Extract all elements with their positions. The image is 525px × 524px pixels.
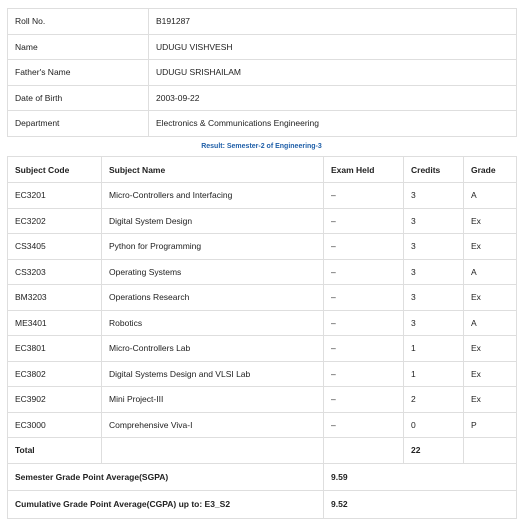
table-row — [8, 234, 517, 260]
cgpa-label: Cumulative Grade Point Average(CGPA) up to: E3_S2 — [8, 491, 324, 519]
father-name-value: UDUGU SRISHAILAM — [149, 60, 517, 86]
grade-cell: A — [464, 259, 517, 285]
exam-held-cell: – — [324, 234, 404, 260]
exam-held-cell: – — [324, 336, 404, 362]
sgpa-label: Semester Grade Point Average(SGPA) — [8, 463, 324, 491]
department-label: Department — [8, 111, 149, 137]
total-empty-grade — [464, 438, 517, 464]
table-row — [8, 310, 517, 336]
subject-code-cell: BM3203 — [8, 285, 102, 311]
cgpa-value: 9.52 — [324, 491, 517, 519]
roll-value: B191287 — [149, 9, 517, 35]
table-row — [8, 259, 517, 285]
department-value: Electronics & Communications Engineering — [149, 111, 517, 137]
grades-header-row — [8, 157, 517, 183]
subject-code-cell: CS3203 — [8, 259, 102, 285]
exam-held-cell: – — [324, 208, 404, 234]
subject-code-cell: EC3202 — [8, 208, 102, 234]
info-row-department — [8, 111, 517, 137]
subject-name-cell: Digital System Design — [102, 208, 324, 234]
table-row — [8, 183, 517, 209]
subject-name-cell: Operating Systems — [102, 259, 324, 285]
credits-cell: 1 — [404, 361, 464, 387]
table-row — [8, 208, 517, 234]
exam-held-cell: – — [324, 310, 404, 336]
table-row — [8, 412, 517, 438]
subject-code-cell: CS3405 — [8, 234, 102, 260]
header-exam-held: Exam Held — [324, 157, 404, 183]
name-label: Name — [8, 34, 149, 60]
total-empty-name — [102, 438, 324, 464]
subject-code-cell: EC3000 — [8, 412, 102, 438]
father-name-label: Father's Name — [8, 60, 149, 86]
grade-cell: Ex — [464, 285, 517, 311]
subject-name-cell: Robotics — [102, 310, 324, 336]
grade-cell: Ex — [464, 361, 517, 387]
grade-cell: A — [464, 183, 517, 209]
credits-cell: 3 — [404, 234, 464, 260]
cgpa-row — [8, 491, 517, 519]
grades-table — [7, 156, 517, 519]
exam-held-cell: – — [324, 412, 404, 438]
subject-code-cell: ME3401 — [8, 310, 102, 336]
credits-cell: 3 — [404, 183, 464, 209]
table-row — [8, 387, 517, 413]
grade-cell: P — [464, 412, 517, 438]
table-row — [8, 361, 517, 387]
credits-cell: 3 — [404, 285, 464, 311]
exam-held-cell: – — [324, 285, 404, 311]
total-label: Total — [8, 438, 102, 464]
result-title: Result: Semester-2 of Engineering-3 — [201, 143, 322, 150]
credits-cell: 2 — [404, 387, 464, 413]
subject-name-cell: Comprehensive Viva-I — [102, 412, 324, 438]
exam-held-cell: – — [324, 183, 404, 209]
subject-name-cell: Operations Research — [102, 285, 324, 311]
table-row — [8, 285, 517, 311]
header-credits: Credits — [404, 157, 464, 183]
table-row — [8, 336, 517, 362]
subject-name-cell: Micro-Controllers and Interfacing — [102, 183, 324, 209]
credits-cell: 3 — [404, 208, 464, 234]
roll-label: Roll No. — [8, 9, 149, 35]
total-empty-exam — [324, 438, 404, 464]
info-row-roll — [8, 9, 517, 35]
grade-cell: Ex — [464, 234, 517, 260]
total-row — [8, 438, 517, 464]
exam-held-cell: – — [324, 259, 404, 285]
credits-cell: 0 — [404, 412, 464, 438]
info-row-name — [8, 34, 517, 60]
subject-code-cell: EC3201 — [8, 183, 102, 209]
credits-cell: 1 — [404, 336, 464, 362]
grade-cell: Ex — [464, 208, 517, 234]
grade-cell: Ex — [464, 336, 517, 362]
header-subject-code: Subject Code — [8, 157, 102, 183]
sgpa-row — [8, 463, 517, 491]
info-row-father — [8, 60, 517, 86]
info-row-dob — [8, 85, 517, 111]
subject-code-cell: EC3902 — [8, 387, 102, 413]
name-value: UDUGU VISHVESH — [149, 34, 517, 60]
subject-name-cell: Digital Systems Design and VLSI Lab — [102, 361, 324, 387]
subject-code-cell: EC3801 — [8, 336, 102, 362]
student-info-table — [7, 8, 517, 137]
header-subject-name: Subject Name — [102, 157, 324, 183]
credits-cell: 3 — [404, 259, 464, 285]
subject-code-cell: EC3802 — [8, 361, 102, 387]
total-credits: 22 — [404, 438, 464, 464]
subject-name-cell: Micro-Controllers Lab — [102, 336, 324, 362]
subject-name-cell: Mini Project-III — [102, 387, 324, 413]
exam-held-cell: – — [324, 361, 404, 387]
dob-label: Date of Birth — [8, 85, 149, 111]
dob-value: 2003-09-22 — [149, 85, 517, 111]
subject-name-cell: Python for Programming — [102, 234, 324, 260]
exam-held-cell: – — [324, 387, 404, 413]
sgpa-value: 9.59 — [324, 463, 517, 491]
grade-cell: Ex — [464, 387, 517, 413]
credits-cell: 3 — [404, 310, 464, 336]
header-grade: Grade — [464, 157, 517, 183]
grade-cell: A — [464, 310, 517, 336]
